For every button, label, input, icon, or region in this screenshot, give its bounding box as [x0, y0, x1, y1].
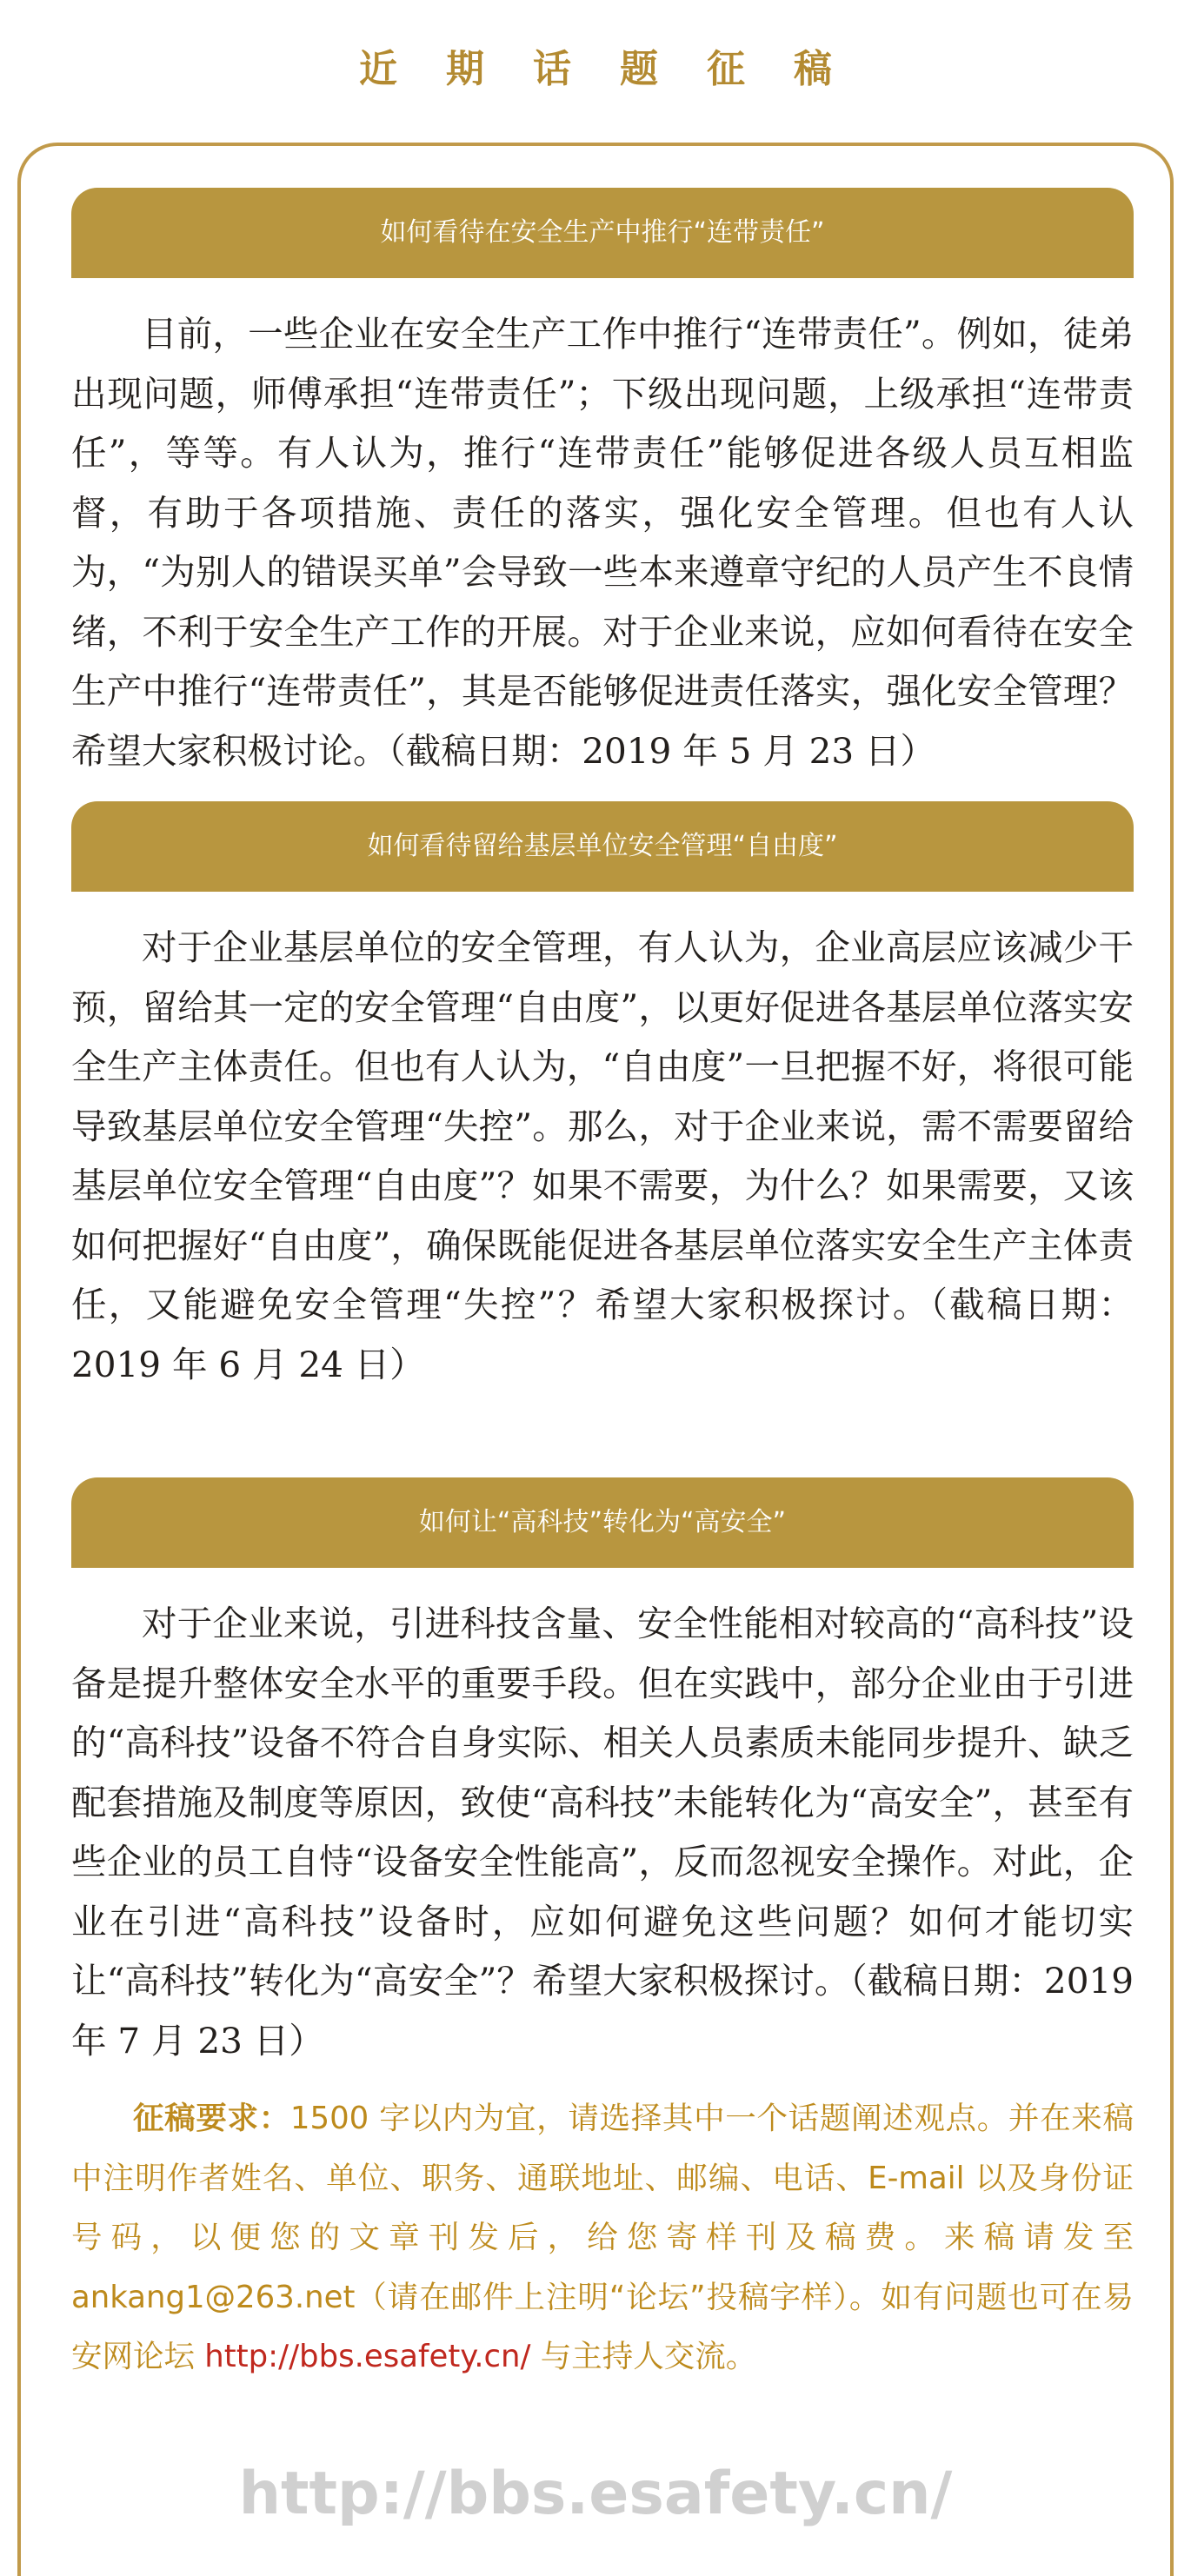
topic-3-header	[71, 1477, 1134, 1568]
topic-2	[71, 801, 1134, 1394]
topic-3	[71, 1477, 1134, 2070]
requirements-text-end: 与主持人交流。	[530, 2339, 757, 2374]
topic-3-title: 如何让“高科技”转化为“高安全”	[418, 1507, 787, 1537]
topic-1	[71, 188, 1134, 780]
topic-1-body: 目前，一些企业在安全生产工作中推行“连带责任”。例如，徒弟出现问题，师傅承担“连带责任”；下级出现问题，上级承担“连带责任”，等等。有人认为，推行“连带责任”能够促进各级人员互相监督，有助于各项措施、责任的落实，强化安全管理。但也有人认为，“为别人的错误买单”会导致一些本来遵章守纪的人员产生不良情绪，不利于安全生产工作的开展。对于企业来说，应如何看待在安全生产中推行“连带责任”，其是否能够促进责任落实，强化安全管理？希望大家积极讨论。（截稿日期：2019 年 5 月 23 日）	[71, 313, 1134, 772]
requirements-label: 征稿要求：	[133, 2101, 290, 2136]
topic-1-title: 如何看待在安全生产中推行“连带责任”	[380, 217, 825, 248]
forum-link[interactable]: http://bbs.esafety.cn/	[204, 2339, 531, 2374]
page-title: 近期话题征稿	[359, 47, 881, 91]
submission-requirements	[71, 2089, 1134, 2387]
topic-1-header	[71, 188, 1134, 278]
topic-2-header	[71, 801, 1134, 892]
topic-2-body: 对于企业基层单位的安全管理，有人认为，企业高层应该减少干预，留给其一定的安全管理“自由度”，以更好促进各基层单位落实安全生产主体责任。但也有人认为，“自由度”一旦把握不好，将很可能导致基层单位安全管理“失控”。那么，对于企业来说，需不需要留给基层单位安全管理“自由度”？如果不需要，为什么？如果需要，又该如何把握好“自由度”，确保既能促进各基层单位落实安全生产主体责任，又能避免安全管理“失控”？希望大家积极探讨。（截稿日期：2019 年 6 月 24 日）	[71, 926, 1134, 1385]
requirements-text: 1500 字以内为宜，请选择其中一个话题阐述观点。并在来稿中注明作者姓名、单位、职务、通联地址、邮编、电话、E-mail 以及身份证号码，以便您的文章刊发后，给您寄样刊及稿费。来稿请发至 ankang1@263.net（请在邮件上注明“论坛”投稿字样）。如有问题也可在易安网论坛	[71, 2101, 1134, 2374]
footer-url[interactable]: http://bbs.esafety.cn/	[238, 2460, 953, 2528]
topic-2-title: 如何看待留给基层单位安全管理“自由度”	[367, 831, 838, 861]
topic-3-body: 对于企业来说，引进科技含量、安全性能相对较高的“高科技”设备是提升整体安全水平的重要手段。但在实践中，部分企业由于引进的“高科技”设备不符合自身实际、相关人员素质未能同步提升、缺乏配套措施及制度等原因，致使“高科技”未能转化为“高安全”，甚至有些企业的员工自恃“设备安全性能高”，反而忽视安全操作。对此，企业在引进“高科技”设备时，应如何避免这些问题？如何才能切实让“高科技”转化为“高安全”？希望大家积极探讨。（截稿日期：2019 年 7 月 23 日）	[71, 1603, 1134, 2061]
